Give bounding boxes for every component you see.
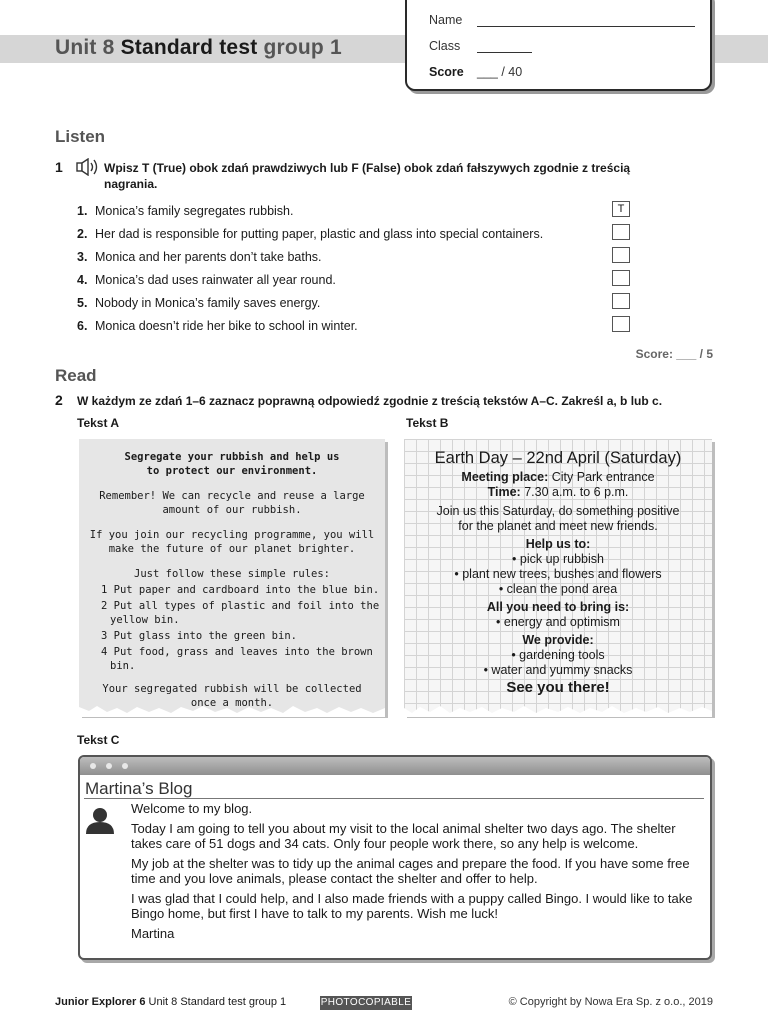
rule-item: 4 Put food, grass and leaves into the brown bin. xyxy=(101,646,373,672)
name-field[interactable] xyxy=(477,26,695,27)
audio-speaker-icon[interactable] xyxy=(76,158,100,176)
answer-box[interactable] xyxy=(612,247,630,263)
question-item: 1. Monica’s family segregates rubbish. xyxy=(77,204,294,218)
text-b-bring-list xyxy=(404,615,712,630)
answer-box[interactable] xyxy=(612,270,630,286)
exercise-1-instruction: Wpisz T (True) obok zdań prawdziwych lub F (False) obok zdań fałszywych zgodnie z treścią nagrania. xyxy=(104,161,631,191)
text-b-help-label: Help us to: xyxy=(525,537,591,551)
window-dot-icon xyxy=(122,763,128,769)
unit-label: Unit 8 xyxy=(55,36,115,59)
torn-edge xyxy=(404,703,712,717)
rule-item: 3 Put glass into the green bin. xyxy=(101,630,297,642)
photocopiable-badge: PHOTOCOPIABLE xyxy=(320,997,412,1008)
poster-list-item: • gardening tools xyxy=(511,648,605,662)
text-b-meeting: Meeting place: City Park entrance xyxy=(461,470,655,484)
rule-item: 2 Put all types of plastic and foil into the yellow bin. xyxy=(101,600,380,626)
text-b-label: Tekst B xyxy=(406,416,449,430)
answer-box[interactable] xyxy=(612,224,630,240)
text-b-join: Join us this Saturday, do something positive for the planet and meet new friends. xyxy=(436,504,680,533)
answer-box[interactable] xyxy=(612,316,630,332)
window-title-bar xyxy=(80,757,710,775)
question-item: 2. Her dad is responsible for putting paper, plastic and glass into special containers. xyxy=(77,227,544,241)
text-b-bring-label: All you need to bring is: xyxy=(486,600,630,614)
text-c-label: Tekst C xyxy=(77,733,120,747)
score-total: ___ / 40 xyxy=(477,65,523,79)
poster-list-item: • pick up rubbish xyxy=(512,552,604,566)
read-heading: Read xyxy=(55,366,97,385)
footer-left xyxy=(55,996,286,1008)
text-a-paragraph: Just follow these simple rules: xyxy=(134,568,330,580)
poster-list-item: • water and yummy snacks xyxy=(483,663,633,677)
text-b-closing: See you there! xyxy=(506,679,610,696)
listen-score: Score: ___ / 5 xyxy=(635,347,713,361)
blog-paragraph: I was glad that I could help, and I also made friends with a puppy called Bingo. I would like to take Bingo home, but first I have to talk to my parents. Wish me luck! xyxy=(131,890,693,921)
poster-list-item: • plant new trees, bushes and flowers xyxy=(454,567,662,581)
page-title xyxy=(55,36,342,60)
copyright-notice: © Copyright by Nowa Era Sp. z o.o., 2019 xyxy=(508,996,713,1008)
torn-edge xyxy=(79,703,385,717)
text-b-poster xyxy=(404,439,712,715)
window-dot-icon xyxy=(90,763,96,769)
answer-box[interactable] xyxy=(612,293,630,309)
poster-list-item: • clean the pond area xyxy=(498,582,618,596)
test-title: Standard test xyxy=(120,36,258,59)
window-dot-icon xyxy=(106,763,112,769)
exercise-2-number: 2 xyxy=(55,392,63,408)
footer-book: Junior Explorer 6 xyxy=(55,996,146,1008)
text-b-title: Earth Day – 22nd April (Saturday) xyxy=(434,449,682,467)
blog-title: Martina’s Blog xyxy=(85,779,193,798)
class-field[interactable] xyxy=(477,52,532,53)
listen-heading: Listen xyxy=(55,127,106,146)
text-a-title: Segregate your rubbish and help us to protect our environment. xyxy=(124,451,340,477)
blog-window xyxy=(78,755,712,960)
text-b-provide-list xyxy=(404,648,712,678)
question-item: 5. Nobody in Monica’s family saves energy. xyxy=(77,296,321,310)
text-b-help-list xyxy=(404,552,712,597)
text-a-paragraph: If you join our recycling programme, you will make the future of our planet brighter. xyxy=(89,529,375,555)
blog-divider xyxy=(84,798,704,799)
name-label: Name xyxy=(429,13,463,27)
text-a-notice xyxy=(79,439,385,715)
text-b-provide-label: We provide: xyxy=(522,633,594,647)
exercise-1-number: 1 xyxy=(55,159,63,175)
poster-list-item: • energy and optimism xyxy=(496,615,620,629)
exercise-2-instruction: W każdym ze zdań 1–6 zaznacz poprawną odpowiedź zgodnie z treścią tekstów A–C. Zakreśl a, b lub c. xyxy=(77,394,663,408)
question-item: 4. Monica’s dad uses rainwater all year round. xyxy=(77,273,336,287)
score-label: Score xyxy=(429,65,464,79)
text-b-time: Time: 7.30 a.m. to 6 p.m. xyxy=(487,485,629,499)
footer-unit: Unit 8 Standard test group 1 xyxy=(148,996,287,1008)
blog-paragraph: Today I am going to tell you about my visit to the local animal shelter two days ago. The shelter takes care of 51 dogs and 34 cats. Only four people work there, so any help is welcome. xyxy=(131,820,676,851)
text-a-rules xyxy=(79,583,385,673)
student-info-box xyxy=(405,0,712,91)
question-item: 6. Monica doesn’t ride her bike to school in winter. xyxy=(77,319,358,333)
blog-paragraph: Martina xyxy=(131,925,175,941)
class-label: Class xyxy=(429,39,461,53)
rule-item: 1 Put paper and cardboard into the blue bin. xyxy=(101,584,380,596)
blog-post-body xyxy=(131,801,701,945)
group-label: group 1 xyxy=(263,36,342,59)
blog-paragraph: Welcome to my blog. xyxy=(131,801,253,816)
text-a-paragraph: Your segregated rubbish will be collected once a month. xyxy=(102,683,362,709)
blog-paragraph: My job at the shelter was to tidy up the animal cages and prepare the food. If you have some free time and you love animals, please contact the shelter and offer to help. xyxy=(131,855,690,886)
text-a-label: Tekst A xyxy=(77,416,120,430)
question-item: 3. Monica and her parents don’t take baths. xyxy=(77,250,322,264)
text-a-paragraph: Remember! We can recycle and reuse a large amount of our rubbish. xyxy=(99,490,365,516)
user-avatar-icon xyxy=(84,807,116,835)
answer-box[interactable]: T xyxy=(612,201,630,217)
